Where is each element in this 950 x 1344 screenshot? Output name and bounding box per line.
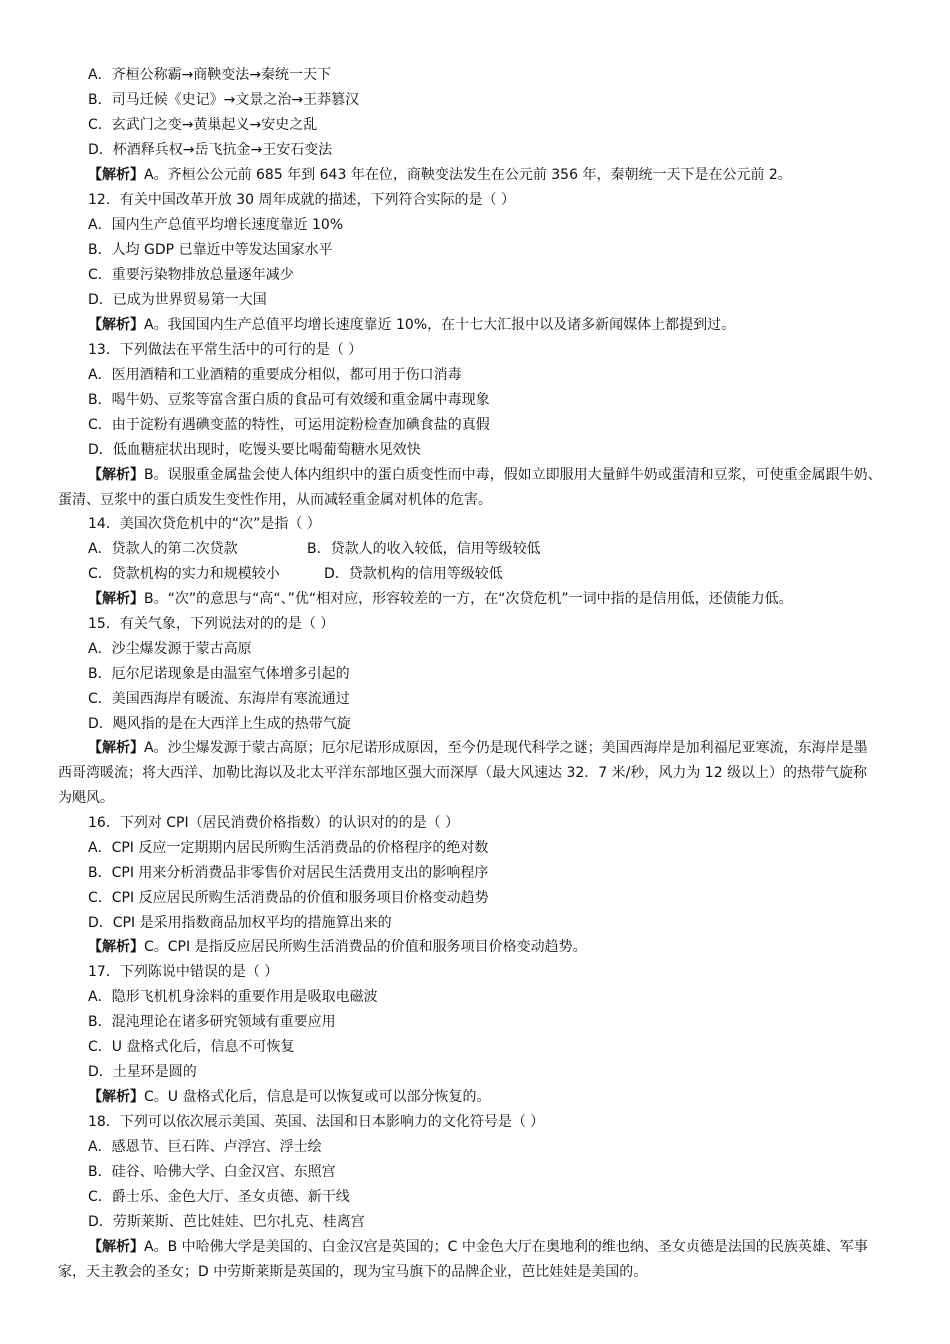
analysis-label: 【解析】 [88,740,144,756]
analysis-label: 【解析】 [88,167,144,183]
analysis-continuation: 为飓风。 [58,790,114,806]
option-a: A．贷款人的第二次贷款 [88,541,238,557]
analysis-text: A。沙尘爆发源于蒙古高原；厄尔尼诺形成原因，至今仍是现代科学之谜；美国西海岸是加利福尼亚寒流，东海岸是墨 [144,740,868,756]
option-c: C．CPI 反应居民所购生活消费品的价值和服务项目价格变动趋势 [88,890,489,906]
answer-analysis [88,736,900,760]
option-b: B．人均 GDP 已靠近中等发达国家水平 [88,242,333,258]
analysis-text: C。U 盘格式化后，信息是可以恢复或可以部分恢复的。 [144,1089,491,1105]
question-14: 14．美国次贷危机中的“次”是指（ ） [88,516,321,532]
option-d: D．CPI 是采用指数商品加权平均的措施算出来的 [88,915,392,931]
option-c: C．U 盘格式化后，信息不可恢复 [88,1039,295,1055]
answer-analysis [88,1235,900,1259]
option-d: D．已成为世界贸易第一大国 [88,292,267,308]
answer-analysis [88,1085,900,1109]
option-b: B．司马迁候《史记》→文景之治→王莽篡汉 [88,92,360,108]
question-18: 18．下列可以依次展示美国、英国、法国和日本影响力的文化符号是（ ） [88,1114,545,1130]
option-b: B．厄尔尼诺现象是由温室气体增多引起的 [88,666,350,682]
option-c: C．玄武门之变→黄巢起义→安史之乱 [88,117,318,133]
option-b: B．贷款人的收入较低，信用等级较低 [307,541,541,557]
option-a: A．国内生产总值平均增长速度靠近 10% [88,217,344,233]
option-c: C．由于淀粉有遇碘变蓝的特性，可运用淀粉检查加碘食盐的真假 [88,417,490,433]
option-a: A．隐形飞机机身涂料的重要作用是吸取电磁波 [88,989,378,1005]
answer-analysis [88,935,900,959]
analysis-continuation: 蛋清、豆浆中的蛋白质发生变性作用，从而减轻重金属对机体的危害。 [58,492,492,508]
option-d: D．土星环是圆的 [88,1064,197,1080]
option-d: D．低血糖症状出现时，吃馒头要比喝葡萄糖水见效快 [88,442,421,458]
option-a: A．感恩节、巨石阵、卢浮宫、浮士绘 [88,1139,322,1155]
analysis-label: 【解析】 [88,317,144,333]
analysis-continuation: 西哥湾暖流；将大西洋、加勒比海以及北太平洋东部地区强大而深厚（最大风速达 32．7 米/秒，风力为 12 级以上）的热带气旋称 [58,765,868,781]
answer-analysis [88,587,900,611]
question-15: 15．有关气象，下列说法对的的是（ ） [88,616,335,632]
option-b: B．喝牛奶、豆浆等富含蛋白质的食品可有效缓和重金属中毒现象 [88,392,490,408]
option-b: B．硅谷、哈佛大学、白金汉宫、东照宫 [88,1164,336,1180]
question-16: 16．下列对 CPI（居民消费价格指数）的认识对的的是（ ） [88,815,460,831]
analysis-label: 【解析】 [88,591,144,607]
option-c: C．重要污染物排放总量逐年减少 [88,267,294,283]
answer-analysis [88,463,900,487]
option-d: D．飓风指的是在大西洋上生成的热带气旋 [88,716,351,732]
option-d: D．杯酒释兵权→岳飞抗金→王安石变法 [88,142,333,158]
options-row-cd [88,562,900,586]
question-13: 13．下列做法在平常生活中的可行的是（ ） [88,342,363,358]
analysis-label: 【解析】 [88,467,144,483]
option-a: A．齐桓公称霸→商鞅变法→秦统一天下 [88,67,332,83]
analysis-text: B。“次”的意思与“高“、”优“相对应，形容较差的一方，在“次贷危机”一词中指的是信用低，还债能力低。 [144,591,793,607]
option-d: D．贷款机构的信用等级较低 [324,566,503,582]
analysis-text: C。CPI 是指反应居民所购生活消费品的价值和服务项目价格变动趋势。 [144,939,587,955]
analysis-label: 【解析】 [88,1239,144,1255]
question-17: 17．下列陈说中错误的是（ ） [88,964,279,980]
option-c: C．爵士乐、金色大厅、圣女贞德、新干线 [88,1189,350,1205]
analysis-label: 【解析】 [88,939,144,955]
option-d: D．劳斯莱斯、芭比娃娃、巴尔扎克、桂离宫 [88,1214,365,1230]
analysis-continuation: 家，天主教会的圣女；D 中劳斯莱斯是英国的，现为宝马旗下的品牌企业，芭比娃娃是美国的。 [58,1264,648,1280]
answer-analysis [88,313,900,337]
analysis-text: A。齐桓公公元前 685 年到 643 年在位，商鞅变法发生在公元前 356 年，秦朝统一天下是在公元前 2。 [144,167,792,183]
option-c: C．美国西海岸有暖流、东海岸有寒流通过 [88,691,350,707]
analysis-label: 【解析】 [88,1089,144,1105]
option-b: B．混沌理论在诸多研究领域有重要应用 [88,1014,336,1030]
option-c: C．贷款机构的实力和规模较小 [88,566,280,582]
answer-analysis [88,163,900,187]
analysis-text: A。B 中哈佛大学是美国的、白金汉宫是英国的；C 中金色大厅在奥地利的维也纳、圣女贞德是法国的民族英雄、军事 [144,1239,868,1255]
options-row-ab [88,537,900,561]
question-12: 12．有关中国改革开放 30 周年成就的描述，下列符合实际的是（ ） [88,192,515,208]
analysis-text: A。我国国内生产总值平均增长速度靠近 10%，在十七大汇报中以及诸多新闻媒体上都提到过。 [144,317,736,333]
analysis-text: B。误服重金属盐会使人体内组织中的蛋白质变性而中毒，假如立即服用大量鲜牛奶或蛋清和豆浆，可使重金属跟牛奶、 [144,467,882,483]
option-a: A．医用酒精和工业酒精的重要成分相似，都可用于伤口消毒 [88,367,462,383]
option-a: A．CPI 反应一定期期内居民所购生活消费品的价格程序的绝对数 [88,840,489,856]
option-a: A．沙尘爆发源于蒙古高原 [88,641,252,657]
option-b: B．CPI 用来分析消费品非零售价对居民生活费用支出的影响程序 [88,865,489,881]
